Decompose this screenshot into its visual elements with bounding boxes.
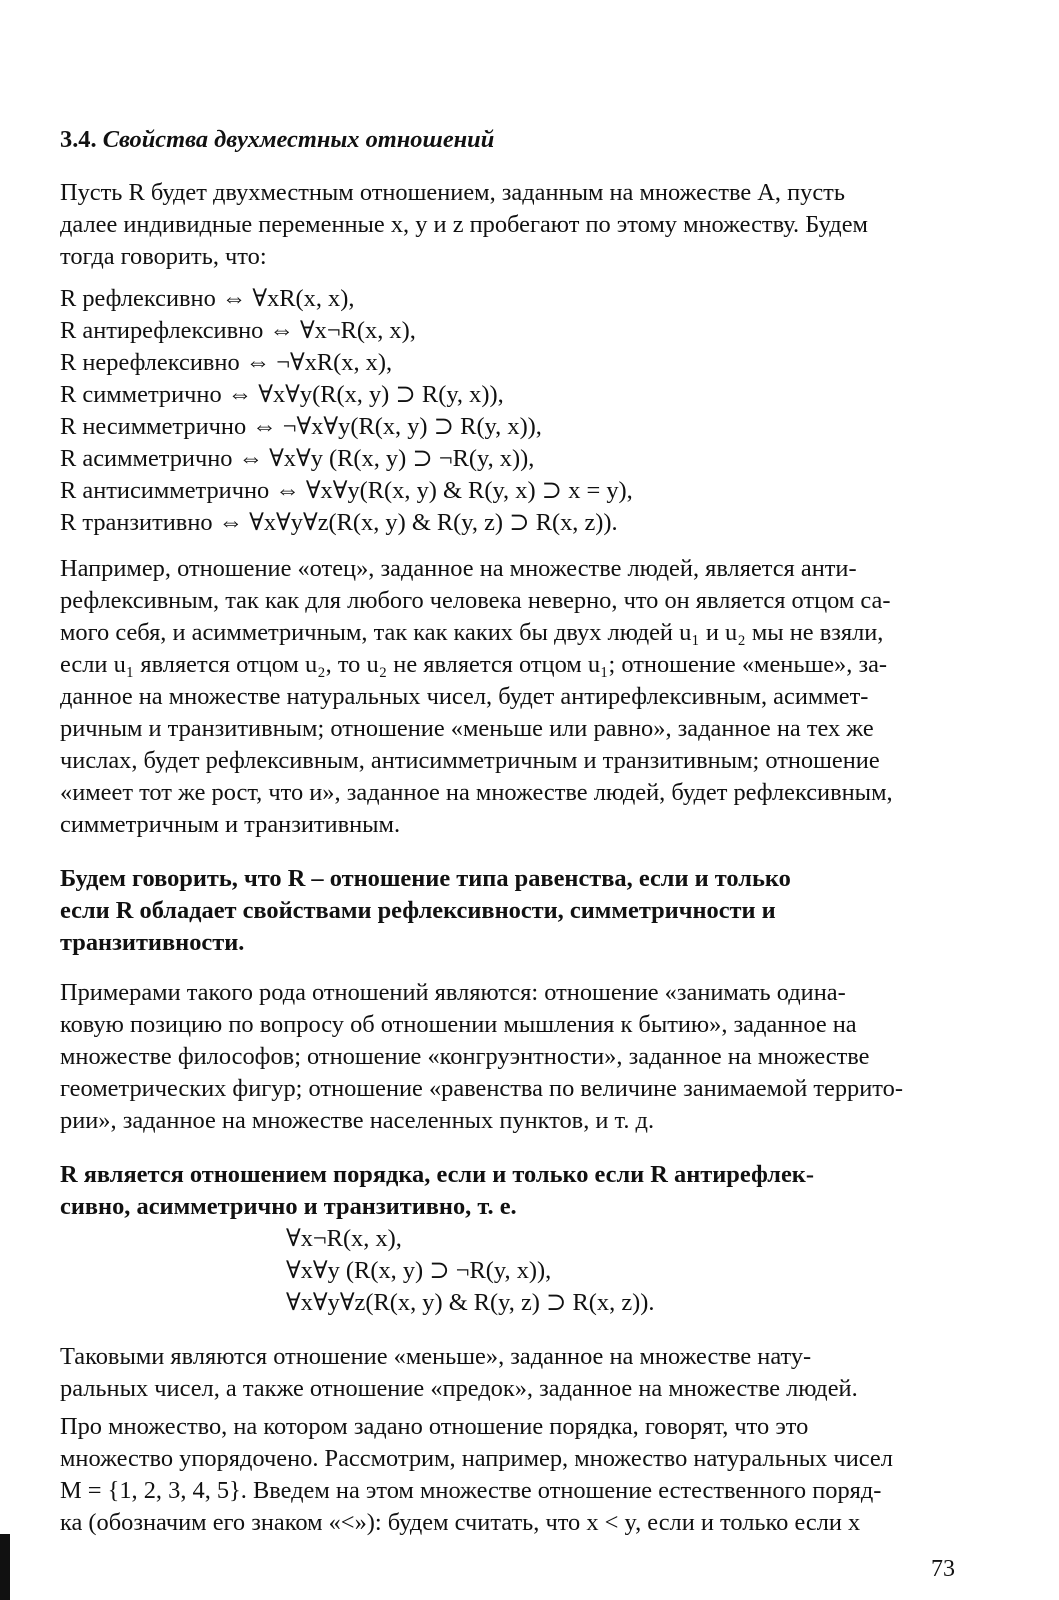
text-line: «имеет тот же рост, что и», заданное на множестве людей, будет рефлексивным,: [60, 779, 893, 806]
text-line: ковую позицию по вопросу об отношении мышления к бытию», заданное на: [60, 1011, 857, 1038]
page-number: 73: [931, 1556, 955, 1582]
scan-margin-mark: [0, 1534, 10, 1600]
formula-line: ∀x¬R(x, x),: [286, 1225, 402, 1252]
intro-line: Пусть R будет двухместным отношением, заданным на множестве A, пусть: [60, 179, 845, 206]
text-line: симметричным и транзитивным.: [60, 811, 401, 838]
text-line: множестве философов; отношение «конгруэнтности», заданное на множестве: [60, 1043, 870, 1070]
text-line: рефлексивным, так как для любого человека неверно, что он является отцом са-: [60, 587, 891, 614]
text-line: геометрических фигур; отношение «равенства по величине занимаемой террито-: [60, 1075, 903, 1102]
intro-paragraph: [60, 177, 957, 273]
order-definition: [60, 1159, 957, 1223]
definition-line: R антисимметрично ⇔ ∀x∀y(R(x, y) & R(y, x) ⊃ x = y),: [60, 477, 633, 504]
text-line: M = {1, 2, 3, 4, 5}. Введем на этом множестве отношение естественного поряд-: [60, 1477, 882, 1504]
intro-line: далее индивидные переменные x, y и z пробегают по этому множеству. Будем: [60, 211, 868, 238]
definitions-list: [60, 283, 957, 539]
text-line: множество упорядочено. Рассмотрим, например, множество натуральных чисел: [60, 1445, 893, 1472]
text-line: Будем говорить, что R – отношение типа равенства, если и только: [60, 865, 791, 892]
text-line: Таковыми являются отношение «меньше», заданное на множестве нату-: [60, 1343, 812, 1370]
order-formulas: [60, 1223, 957, 1319]
section-number: 3.4.: [60, 126, 97, 153]
text-line: Про множество, на котором задано отношение порядка, говорят, что это: [60, 1413, 809, 1440]
order-examples: [60, 1341, 957, 1405]
definition-line: R транзитивно ⇔ ∀x∀y∀z(R(x, y) & R(y, z) ⊃ R(x, z)).: [60, 509, 618, 536]
example-paragraph: [60, 553, 957, 841]
formula-line: ∀x∀y (R(x, y) ⊃ ¬R(y, x)),: [286, 1257, 552, 1284]
text-line: ральных чисел, а также отношение «предок», заданное на множестве людей.: [60, 1375, 858, 1402]
section-heading: [60, 124, 957, 156]
formula-line: ∀x∀y∀z(R(x, y) & R(y, z) ⊃ R(x, z)).: [286, 1289, 655, 1316]
equivalence-examples: [60, 977, 957, 1137]
intro-line: тогда говорить, что:: [60, 243, 267, 270]
text-line: ричным и транзитивным; отношение «меньше или равно», заданное на тех же: [60, 715, 874, 742]
equivalence-definition: [60, 863, 957, 959]
text-line: Например, отношение «отец», заданное на множестве людей, является анти-: [60, 555, 857, 582]
ordered-set-paragraph: [60, 1411, 957, 1539]
definition-line: R симметрично ⇔ ∀x∀y(R(x, y) ⊃ R(y, x)),: [60, 381, 504, 408]
text-line: сивно, асимметрично и транзитивно, т. е.: [60, 1193, 517, 1220]
definition-line: R антирефлексивно ⇔ ∀x¬R(x, x),: [60, 317, 416, 344]
text-line: Примерами такого рода отношений являются: отношение «занимать одина-: [60, 979, 846, 1006]
text-line: если R обладает свойствами рефлексивности, симметричности и: [60, 897, 776, 924]
text-line: числах, будет рефлексивным, антисимметричным и транзитивным; отношение: [60, 747, 880, 774]
section-title: Свойства двухместных отношений: [102, 126, 495, 153]
text-line: если u₁ является отцом u₂, то u₂ не является отцом u₁; отношение «меньше», за-: [60, 651, 888, 678]
text-line: рии», заданное на множестве населенных пунктов, и т. д.: [60, 1107, 655, 1134]
definition-line: R рефлексивно ⇔ ∀xR(x, x),: [60, 285, 355, 312]
definition-line: R асимметрично ⇔ ∀x∀y (R(x, y) ⊃ ¬R(y, x)),: [60, 445, 535, 472]
text-line: R является отношением порядка, если и только если R антирефлек-: [60, 1161, 814, 1188]
text-line: данное на множестве натуральных чисел, будет антирефлексивным, асиммет-: [60, 683, 869, 710]
definition-line: R несимметрично ⇔ ¬∀x∀y(R(x, y) ⊃ R(y, x)),: [60, 413, 542, 440]
text-line: ка (обозначим его знаком «<»): будем считать, что x < y, если и только если x: [60, 1509, 861, 1536]
definition-line: R нерефлексивно ⇔ ¬∀xR(x, x),: [60, 349, 393, 376]
text-line: транзитивности.: [60, 929, 245, 956]
text-line: мого себя, и асимметричным, так как каких бы двух людей u₁ и u₂ мы не взяли,: [60, 619, 884, 646]
